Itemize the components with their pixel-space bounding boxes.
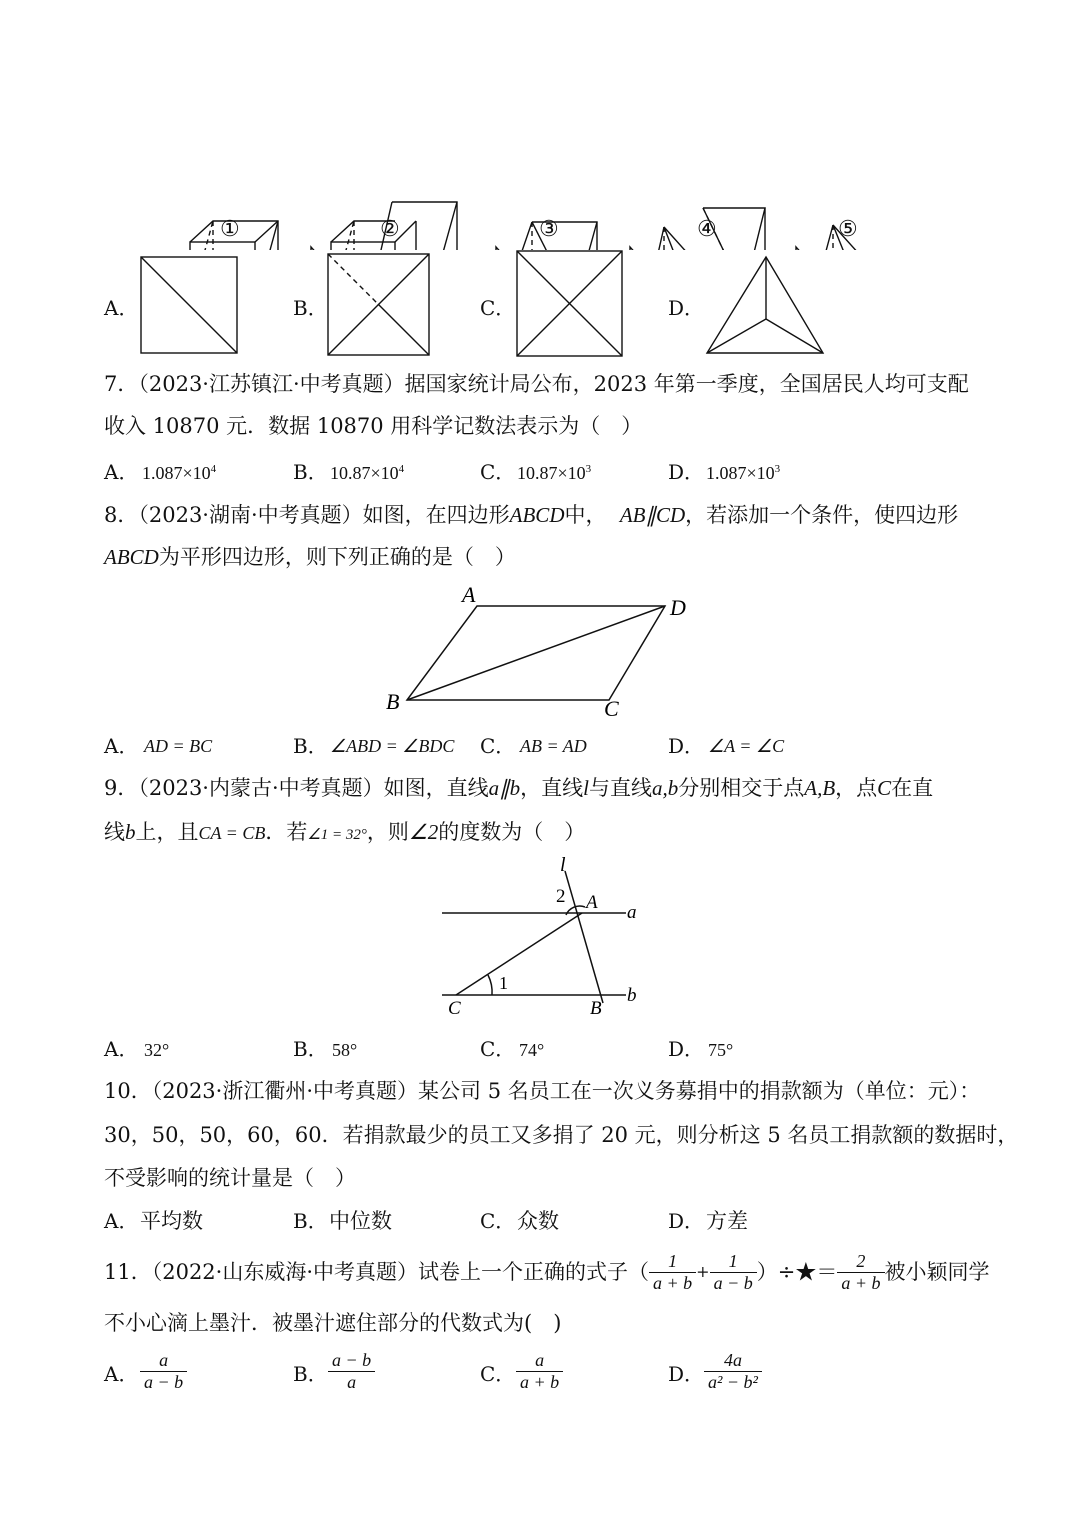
q9-label-a-point: A xyxy=(586,892,598,913)
q7-option-b: $10.87\times 10^4$ xyxy=(330,463,405,483)
q8-option-b: ∠ABD = ∠BDC xyxy=(330,736,455,756)
q7-option-b-letter: B． xyxy=(293,460,328,484)
q9-label-line-a: a xyxy=(627,902,637,923)
q10-option-b: 中位数 xyxy=(329,1209,392,1233)
q11-option-a-letter: A． xyxy=(104,1362,139,1386)
q8-option-c-letter: C． xyxy=(480,734,516,758)
q10-text-line2: 30，50，50，60，60．若捐款最少的员工又多捐了 20 元，则分析这 5 名员工捐款额的数据时， xyxy=(104,1123,1019,1147)
q6-shape-a xyxy=(141,257,237,353)
q6-shape-c xyxy=(517,251,622,356)
q6-option-d-letter: D． xyxy=(668,296,705,320)
q9-label-b-point: B xyxy=(590,998,602,1019)
q8-option-d-letter: D． xyxy=(668,734,705,758)
q6-option-c-letter: C． xyxy=(480,296,516,320)
q7-option-a-letter: A． xyxy=(104,460,139,484)
q11-option-b: $\frac{a - b}{a}$ xyxy=(328,1350,375,1392)
q9-option-a-letter: A． xyxy=(104,1037,139,1061)
q9-label-angle-2: 2 xyxy=(556,886,566,907)
q9-option-c-letter: C． xyxy=(480,1037,516,1061)
q10-option-a-letter: A． xyxy=(104,1209,139,1233)
q11-option-d: $\frac{4a}{\text{a² − b²}}$ xyxy=(704,1350,762,1392)
q11-option-c: $\frac{a}{a + b}$ xyxy=(516,1350,563,1392)
q11-fraction-1: $\frac{1}{a + b}$ xyxy=(649,1251,696,1293)
q7-text-line2: 收入 10870 元．数据 10870 用科学记数法表示为（ ） xyxy=(104,414,643,438)
q7-option-d: $1.087\times 10^3$ xyxy=(706,463,781,483)
q8-option-d: ∠A = ∠C xyxy=(708,736,785,756)
q9-parallel-lines-figure xyxy=(430,855,660,1025)
q8-label-b: B xyxy=(386,689,400,714)
q6-option-a-letter: A． xyxy=(104,296,139,320)
q6-option-b-letter: B． xyxy=(293,296,328,320)
q9-option-c: 74° xyxy=(519,1040,545,1060)
q11-text-line1: 11．（2022·山东威海·中考真题）试卷上一个正确的式子（ $\frac{1}{a + b}$ + $\frac{1}{a - b}$ ）÷★＝ $\frac{2}{a + b}$ 被小颖同学 xyxy=(104,1250,990,1293)
q9-option-a: 32° xyxy=(144,1040,170,1060)
figure-label-4: ④ xyxy=(697,217,717,242)
q9-option-b: 58° xyxy=(332,1040,358,1060)
q8-label-a: A xyxy=(462,582,476,607)
q10-option-c-letter: C． xyxy=(480,1209,516,1233)
q10-option-a: 平均数 xyxy=(140,1209,203,1233)
q11-option-d-letter: D． xyxy=(668,1362,705,1386)
q10-option-b-letter: B． xyxy=(293,1209,328,1233)
q9-option-d: 75° xyxy=(708,1040,734,1060)
q6-shape-d xyxy=(707,257,823,353)
q11-text-line2: 不小心滴上墨汁．被墨汁遮住部分的代数式为( ) xyxy=(104,1311,562,1335)
q11-fraction-2: $\frac{1}{a - b}$ xyxy=(710,1251,757,1293)
q10-option-c: 众数 xyxy=(517,1209,559,1233)
q9-text-line1: 9．（2023·内蒙古·中考真题）如图，直线a∥b，直线l与直线a,b分别相交于点A,B，点C在直 xyxy=(104,776,934,800)
figure-label-3: ③ xyxy=(539,217,559,242)
q10-option-d-letter: D． xyxy=(668,1209,705,1233)
q7-option-a: $1.087\times 10^4$ xyxy=(142,463,217,483)
q9-label-line-b: b xyxy=(627,985,637,1006)
q9-label-angle-1: 1 xyxy=(499,973,508,993)
q11-option-a: $\frac{a}{a - b}$ xyxy=(140,1350,187,1392)
q9-label-l: l xyxy=(560,855,566,876)
q8-option-a-letter: A． xyxy=(104,734,139,758)
figure-label-5: ⑤ xyxy=(838,217,858,242)
q6-shape-b xyxy=(328,254,429,355)
q10-text-line1: 10．（2023·浙江衢州·中考真题）某公司 5 名员工在一次义务募捐中的捐款额为（单位：元）： xyxy=(104,1079,981,1103)
q7-option-c: $10.87\times 10^3$ xyxy=(517,463,592,483)
q7-text-line1: 7．（2023·江苏镇江·中考真题）据国家统计局公布，2023 年第一季度，全国居民人均可支配 xyxy=(104,372,969,396)
q9-label-c: C xyxy=(448,998,461,1019)
q8-parallelogram-figure xyxy=(380,578,710,723)
q8-label-c: C xyxy=(604,696,619,721)
q8-option-a: AD = BC xyxy=(144,736,213,756)
q10-text-line3: 不受影响的统计量是（ ） xyxy=(104,1166,356,1190)
q6-option-shapes xyxy=(0,245,1080,360)
q8-text-line1: 8．（2023·湖南·中考真题）如图，在四边形ABCD中， AB∥CD，若添加一个条件，使四边形 xyxy=(104,503,959,527)
q11-fraction-3: $\frac{2}{a + b}$ xyxy=(837,1251,884,1293)
q7-option-c-letter: C． xyxy=(480,460,516,484)
q8-label-d: D xyxy=(670,595,686,620)
q9-text-line2: 线b上，且CA = CB．若∠1 = 32°，则∠2的度数为（ ） xyxy=(104,820,586,844)
q10-option-d: 方差 xyxy=(706,1209,748,1233)
q9-option-b-letter: B． xyxy=(293,1037,328,1061)
q8-text-line2: ABCD为平形四边形，则下列正确的是（ ） xyxy=(104,545,516,569)
figure-label-1: ① xyxy=(220,217,240,242)
q7-option-d-letter: D． xyxy=(668,460,705,484)
q8-option-b-letter: B． xyxy=(293,734,328,758)
q8-option-c: AB = AD xyxy=(520,736,587,756)
q9-option-d-letter: D． xyxy=(668,1037,705,1061)
figure-label-2: ② xyxy=(380,217,400,242)
q11-option-c-letter: C． xyxy=(480,1362,516,1386)
q11-option-b-letter: B． xyxy=(293,1362,328,1386)
